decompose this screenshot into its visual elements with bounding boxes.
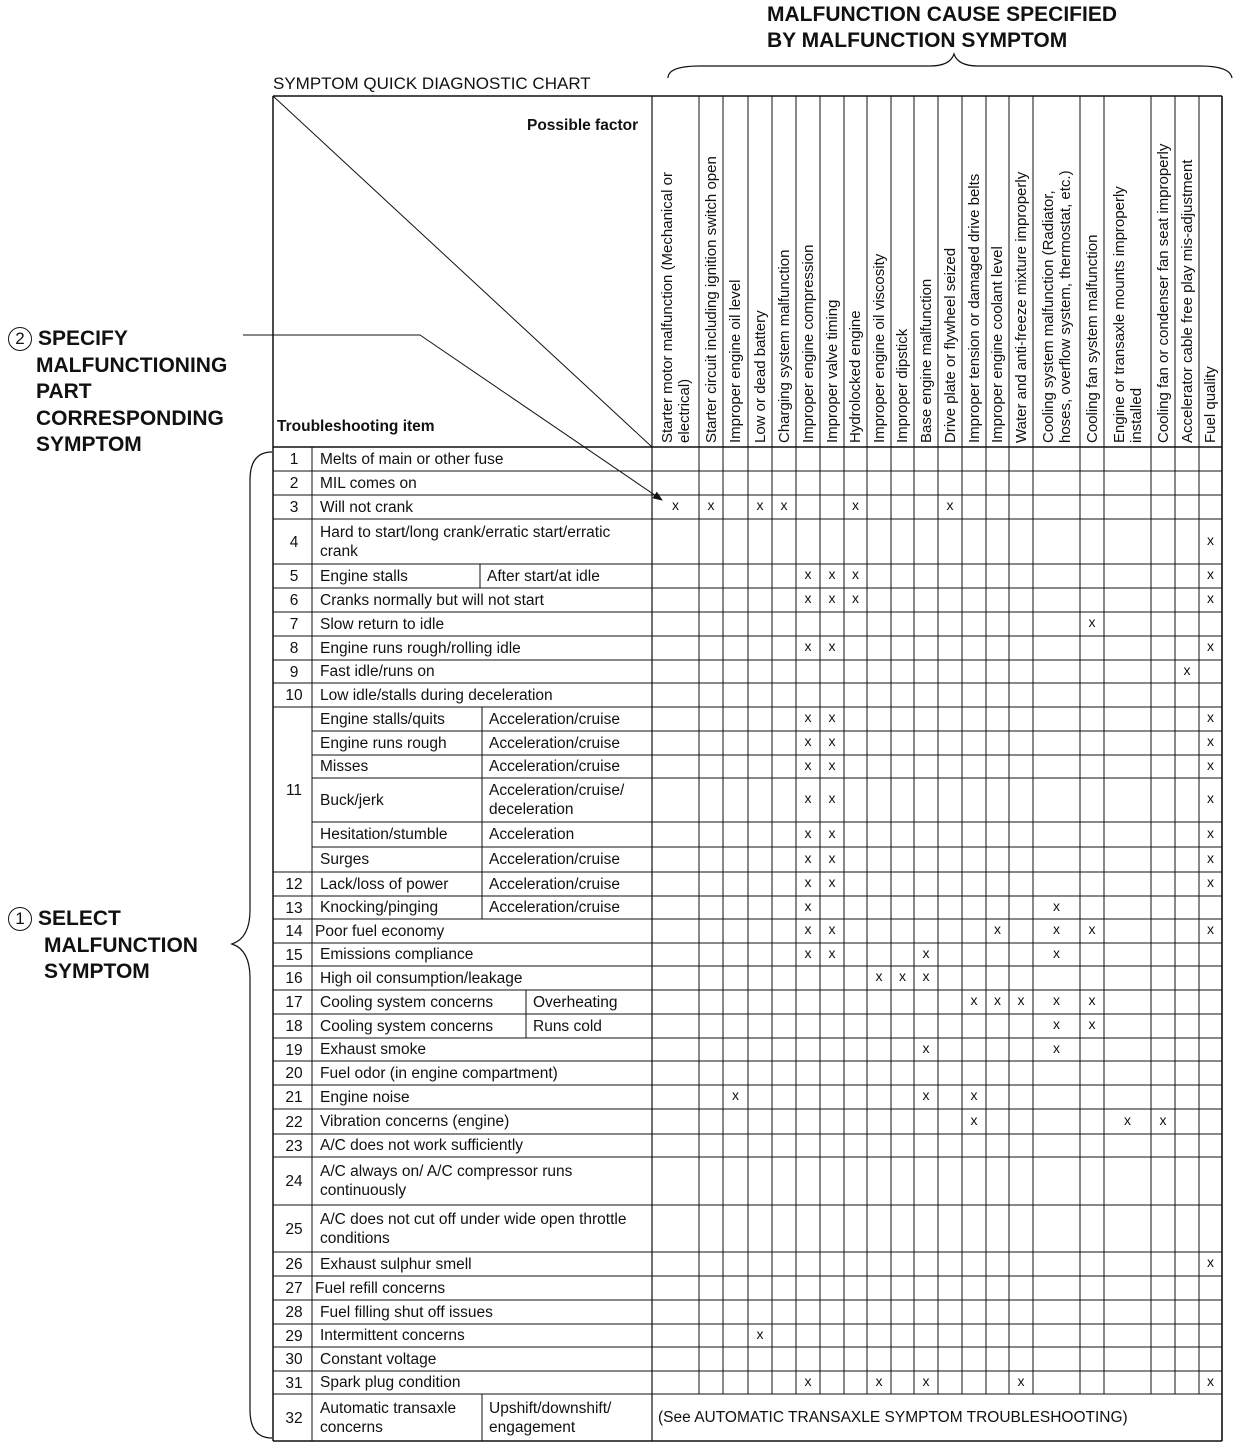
factor-mark: x — [804, 590, 812, 606]
factor-mark: x — [1088, 992, 1096, 1008]
row-number: 14 — [285, 923, 303, 940]
row-number: 26 — [285, 1256, 303, 1273]
factor-header: Accelerator cable free play mis-adjustment — [1178, 159, 1196, 443]
row-number: 8 — [289, 640, 299, 657]
factor-header: Fuel quality — [1202, 366, 1219, 443]
symptom-brace — [232, 452, 272, 1438]
symptom-item: Spark plug condition — [320, 1374, 461, 1391]
symptom-condition: Acceleration/cruise — [489, 710, 620, 728]
factor-mark: x — [804, 709, 812, 725]
callout-line: SPECIFY — [38, 327, 128, 350]
factor-mark: x — [1207, 756, 1214, 773]
symptom-item: Cooling system concerns — [320, 1017, 494, 1035]
callout-line: MALFUNCTION — [44, 933, 198, 957]
symptom-condition: Runs cold — [533, 1017, 602, 1035]
factor-mark: x — [732, 1087, 739, 1103]
symptom-item: Low idle/stalls during deceleration — [320, 686, 553, 704]
factor-mark: x — [804, 756, 812, 773]
symptom-item: Cranks normally but will not start — [320, 591, 544, 609]
troubleshooting-item-label: Troubleshooting item — [277, 418, 435, 435]
factor-mark: x — [1183, 661, 1191, 678]
factor-mark: x — [1207, 531, 1214, 548]
factor-mark: x — [828, 638, 836, 654]
factor-header: Low or dead battery — [751, 310, 769, 443]
row-number: 17 — [285, 994, 303, 1011]
symptom-item: A/C does not cut off under wide open throttle conditions — [320, 1210, 627, 1247]
row-number: 29 — [285, 1327, 303, 1345]
row-number: 11 — [285, 781, 303, 799]
row-number: 32 — [285, 1409, 303, 1427]
chart-title: SYMPTOM QUICK DIAGNOSTIC CHART — [273, 74, 591, 93]
factor-mark: x — [1053, 1016, 1060, 1032]
factor-mark: x — [828, 921, 836, 937]
factor-header: Charging system malfunction — [775, 249, 793, 443]
factor-mark: x — [875, 968, 883, 984]
factor-header: Base engine malfunction — [917, 278, 935, 443]
row-number: 9 — [289, 663, 299, 681]
factor-mark: x — [875, 1372, 883, 1389]
factor-mark: x — [828, 756, 836, 773]
row-number: 27 — [285, 1280, 303, 1297]
row-number: 30 — [285, 1351, 303, 1368]
symptom-item: Buck/jerk — [320, 791, 384, 809]
factor-mark: x — [828, 709, 836, 725]
factor-mark: x — [1053, 1039, 1060, 1056]
factor-mark: x — [828, 733, 836, 749]
symptom-item: Will not crank — [320, 498, 414, 516]
symptom-item: MIL comes on — [320, 474, 417, 492]
factor-header: Improper engine coolant level — [989, 246, 1006, 443]
factor-header: Cooling fan or condenser fan seat improperly — [1154, 143, 1172, 443]
factor-mark: x — [804, 897, 812, 914]
factor-mark: x — [922, 1087, 930, 1103]
factor-mark: x — [1017, 992, 1025, 1008]
row-number: 21 — [285, 1089, 303, 1106]
symptom-item: Hesitation/stumble — [320, 826, 448, 843]
callout-line: CORRESPONDING — [36, 406, 224, 430]
cause-brace — [668, 54, 1232, 78]
factor-mark: x — [804, 566, 812, 582]
row-number: 19 — [285, 1041, 303, 1059]
row-number: 6 — [289, 592, 299, 609]
factor-mark: x — [946, 497, 954, 513]
factor-mark: x — [1088, 614, 1096, 630]
row-number: 13 — [285, 899, 303, 917]
step-number-2: 2 — [8, 327, 32, 351]
symptom-item: Fuel filling shut off issues — [320, 1303, 493, 1321]
callout-line: MALFUNCTIONING — [36, 353, 228, 377]
symptom-condition: Upshift/downshift/ engagement — [489, 1399, 612, 1436]
factor-mark: x — [899, 968, 906, 984]
row-number: 5 — [289, 568, 299, 585]
symptom-item: Exhaust sulphur smell — [320, 1255, 472, 1273]
factor-mark: x — [828, 849, 836, 866]
factor-mark: x — [672, 497, 679, 513]
factor-mark: x — [1124, 1111, 1131, 1128]
factor-mark: x — [1207, 566, 1214, 582]
factor-mark: x — [1053, 897, 1060, 914]
symptom-item: Melts of main or other fuse — [320, 450, 504, 468]
symptom-condition: Acceleration/cruise — [489, 758, 620, 775]
factor-mark: x — [1207, 733, 1214, 749]
factor-mark: x — [1088, 921, 1096, 937]
malfunction-cause-heading: MALFUNCTION CAUSE SPECIFIED BY MALFUNCTION SYMPTOM — [767, 3, 1118, 52]
factor-header: Engine or transaxle mounts improperly installed — [1110, 186, 1145, 443]
symptom-condition: Acceleration/cruise — [489, 851, 620, 868]
symptom-condition: After start/at idle — [487, 567, 600, 585]
symptom-item: Engine runs rough — [320, 734, 447, 752]
callout-line: PART — [36, 380, 92, 403]
row-number: 23 — [285, 1137, 303, 1155]
row-number: 7 — [289, 616, 299, 633]
symptom-item: Hard to start/long crank/erratic start/erratic crank — [320, 523, 611, 560]
symptom-item: Slow return to idle — [320, 615, 445, 633]
factor-header: Starter circuit including ignition switch open — [702, 156, 720, 443]
row-number: 28 — [285, 1304, 303, 1321]
factor-header: Improper engine oil level — [727, 279, 744, 443]
factor-mark: x — [804, 849, 812, 866]
symptom-item: Automatic transaxle concerns — [320, 1399, 457, 1436]
symptom-item: High oil consumption/leakage — [320, 969, 523, 987]
callout-line: SELECT — [38, 907, 121, 930]
row-number: 18 — [285, 1018, 303, 1035]
row-number: 16 — [285, 970, 303, 987]
factor-mark: x — [994, 992, 1001, 1008]
grid-line — [273, 96, 652, 447]
factor-header: Improper engine oil viscosity — [870, 253, 888, 443]
row-number: 24 — [285, 1173, 303, 1190]
factor-mark: x — [852, 497, 859, 513]
factor-mark: x — [1017, 1372, 1025, 1389]
symptom-item: Engine runs rough/rolling idle — [320, 639, 521, 657]
factor-mark: x — [1207, 709, 1214, 725]
factor-header: Cooling system malfunction (Radiator, hoses, overflow system, thermostat, etc.) — [1039, 170, 1074, 443]
symptom-condition: Acceleration/cruise — [489, 734, 620, 752]
row-number: 22 — [285, 1113, 303, 1131]
factor-mark: x — [1053, 921, 1060, 937]
factor-mark: x — [970, 1111, 978, 1128]
factor-mark: x — [1088, 1016, 1096, 1032]
factor-mark: x — [1207, 921, 1214, 937]
factor-mark: x — [804, 1372, 812, 1389]
symptom-item: Engine stalls — [320, 567, 408, 585]
factor-mark: x — [970, 1087, 978, 1103]
symptom-item: Surges — [320, 851, 370, 868]
factor-mark: x — [1207, 874, 1214, 890]
factor-mark: x — [756, 497, 764, 513]
row-number: 31 — [285, 1374, 303, 1392]
factor-header: Drive plate or flywheel seized — [941, 247, 959, 443]
callout-line: SYMPTOM — [36, 433, 142, 456]
symptom-item: Cooling system concerns — [320, 993, 494, 1011]
factor-mark: x — [828, 590, 836, 606]
factor-mark: x — [1207, 849, 1214, 866]
symptom-item: A/C always on/ A/C compressor runs continuously — [320, 1163, 573, 1199]
factor-mark: x — [828, 790, 836, 806]
factor-mark: x — [852, 590, 859, 606]
factor-header: Hydrolocked engine — [847, 310, 864, 443]
symptom-item: Fast idle/runs on — [320, 663, 435, 680]
factor-mark: x — [804, 733, 812, 749]
factor-mark: x — [780, 497, 788, 513]
factor-mark: x — [1159, 1111, 1167, 1128]
row-number: 15 — [285, 946, 303, 964]
row-number: 1 — [289, 451, 299, 468]
symptom-item: A/C does not work sufficiently — [320, 1137, 524, 1154]
symptom-item: Fuel odor (in engine compartment) — [320, 1064, 558, 1082]
factor-mark: x — [970, 992, 978, 1008]
factor-mark: x — [804, 638, 812, 654]
factor-header: Starter motor malfunction (Mechanical or electrical) — [658, 172, 693, 443]
factor-mark: x — [1207, 1254, 1214, 1270]
row-number: 10 — [285, 687, 303, 704]
factor-header: Improper dipstick — [894, 328, 911, 443]
symptom-condition: Acceleration/cruise — [489, 875, 620, 893]
symptom-condition: Acceleration/cruise/ deceleration — [489, 782, 625, 818]
symptom-item: Fuel refill concerns — [315, 1279, 446, 1297]
symptom-condition: Acceleration — [489, 826, 575, 843]
row-number: 2 — [289, 475, 299, 492]
symptom-item: Intermittent concerns — [320, 1327, 465, 1344]
factor-mark: x — [804, 944, 812, 961]
symptom-item: Knocking/pinging — [320, 899, 439, 916]
factor-mark: x — [804, 874, 812, 890]
factor-mark: x — [1207, 824, 1214, 841]
symptom-item: Constant voltage — [320, 1350, 437, 1368]
factor-mark: x — [828, 824, 836, 841]
factor-mark: x — [922, 1372, 930, 1389]
factor-mark: x — [852, 566, 859, 582]
factor-mark: x — [804, 790, 812, 806]
symptom-condition: Acceleration/cruise — [489, 899, 620, 916]
symptom-item: Vibration concerns (engine) — [320, 1113, 510, 1130]
symptom-item: Lack/loss of power — [320, 875, 449, 893]
factor-mark: x — [922, 968, 930, 984]
callout-arrow — [420, 335, 662, 500]
factor-mark: x — [828, 944, 836, 961]
factor-header: Cooling fan system malfunction — [1083, 234, 1101, 443]
row-number: 4 — [289, 533, 299, 551]
callout-line: SYMPTOM — [44, 960, 150, 983]
row-number: 3 — [289, 499, 299, 516]
factor-mark: x — [1207, 638, 1214, 654]
factor-mark: x — [1207, 790, 1214, 806]
factor-mark: x — [828, 874, 836, 890]
row32-note: (See AUTOMATIC TRANSAXLE SYMPTOM TROUBLESHOOTING) — [658, 1409, 1128, 1426]
factor-mark: x — [804, 824, 812, 841]
symptom-item: Emissions compliance — [320, 946, 474, 963]
factor-header: Improper tension or damaged drive belts — [965, 173, 983, 443]
symptom-item: Engine stalls/quits — [320, 710, 445, 728]
symptom-condition: Overheating — [533, 993, 618, 1011]
row-number: 20 — [285, 1065, 303, 1082]
factor-mark: x — [1207, 1372, 1214, 1389]
row-number: 25 — [285, 1220, 303, 1238]
step-number-1: 1 — [8, 907, 32, 931]
symptom-item: Poor fuel economy — [315, 922, 445, 940]
factor-mark: x — [828, 566, 836, 582]
symptom-item: Exhaust smoke — [320, 1041, 426, 1058]
symptom-item: Engine noise — [320, 1088, 410, 1106]
factor-mark: x — [1207, 590, 1214, 606]
possible-factor-label: Possible factor — [527, 117, 639, 134]
factor-mark: x — [922, 944, 930, 961]
factor-mark: x — [756, 1325, 764, 1342]
factor-mark: x — [1053, 944, 1060, 961]
factor-mark: x — [1053, 992, 1060, 1008]
factor-header: Water and anti-freeze mixture improperly — [1012, 171, 1030, 443]
row-number: 12 — [285, 876, 303, 893]
factor-mark: x — [922, 1039, 930, 1056]
factor-mark: x — [707, 497, 715, 513]
factor-header: Improper engine compression — [799, 244, 817, 443]
factor-mark: x — [804, 921, 812, 937]
symptom-item: Misses — [320, 758, 369, 775]
factor-mark: x — [994, 921, 1001, 937]
factor-header: Improper valve timing — [823, 299, 841, 443]
